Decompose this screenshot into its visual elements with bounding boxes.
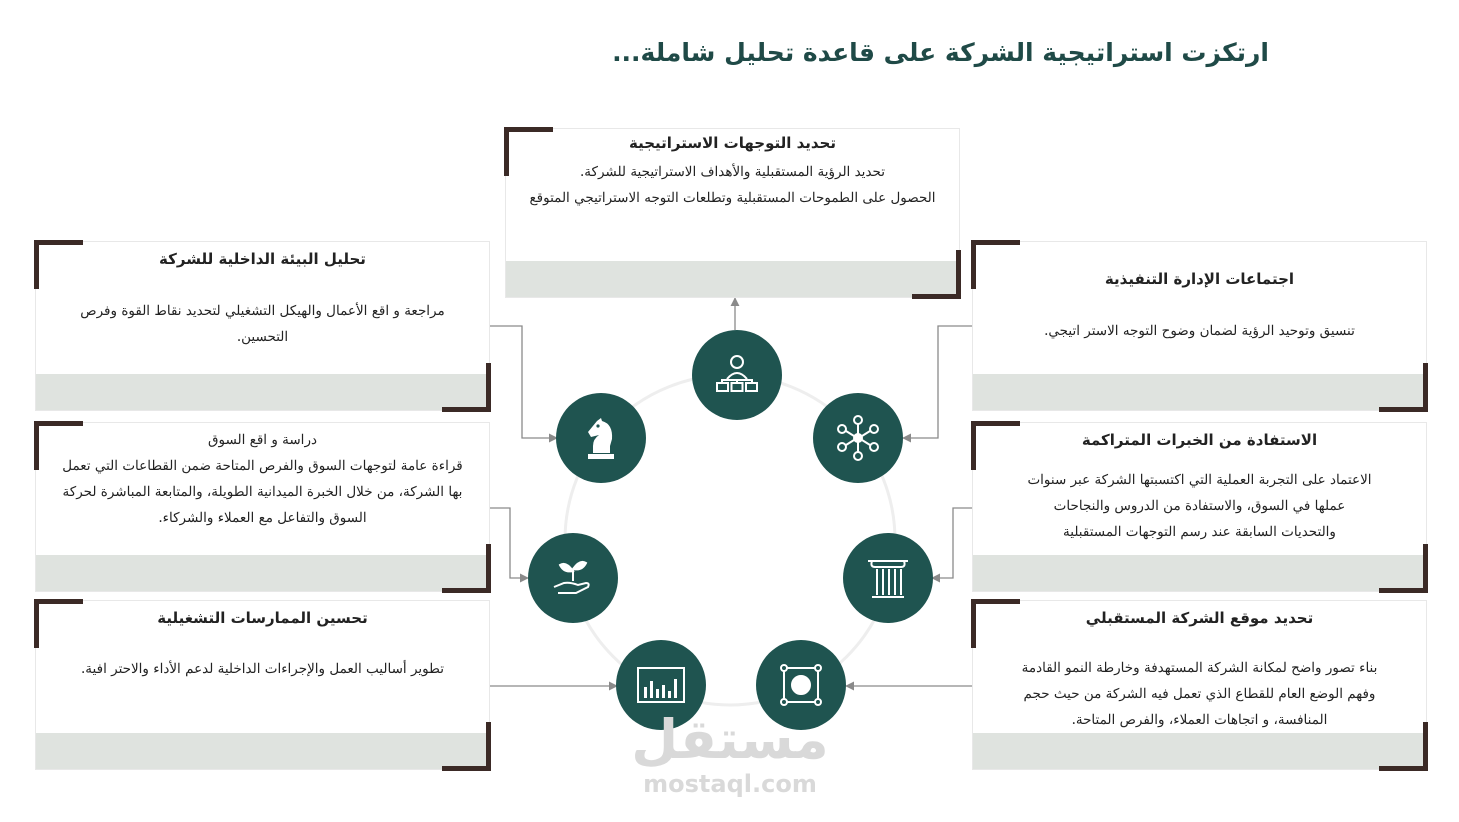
card-heading: دراسة و اقع السوق [208,432,317,448]
card-line: وفهم الوضع العام للقطاع الذي تعمل فيه الشركة من حيث حجم [1023,686,1376,702]
frame-corner-bottom-right [442,722,491,771]
card-line: تحديد الرؤية المستقبلية والأهداف الاستراتيجية للشركة. [580,164,885,180]
frame-corner-bottom-right [442,544,491,593]
card-body [40,427,485,531]
card-heading: تحديد التوجهات الاستراتيجية [628,134,836,152]
plant-in-hand-icon [528,533,618,623]
card-line: والتحديات السابقة عند رسم التوجهات المستقبلية [1063,524,1336,540]
network-nodes-icon [813,393,903,483]
card-accumulated-experience [972,422,1427,592]
card-band [506,261,959,297]
presenter-icon [692,330,782,420]
card-operational-practices [35,600,490,770]
card-band [973,555,1426,591]
line-left2 [490,508,528,578]
card-heading: اجتماعات الإدارة التنفيذية [1104,270,1295,288]
card-band [973,374,1426,410]
card-strategic-directions [505,128,960,298]
pillar-icon [843,533,933,623]
card-future-position [972,600,1427,770]
card-band [36,555,489,591]
card-line: المنافسة، و اتجاهات العملاء، والفرص المتاحة. [1071,712,1328,728]
card-band [973,733,1426,769]
card-body [983,318,1416,344]
watermark-latin: mostaql.com [643,770,817,798]
card-line: تطوير أساليب العمل والإجراءات الداخلية لدعم الأداء والاحتر افية. [81,661,444,677]
card-body [46,656,479,682]
chess-knight-icon [556,393,646,483]
card-line: بها الشركة، من خلال الخبرة الميدانية الطويلة، والمتابعة المباشرة لحركة [62,484,463,500]
card-body [983,467,1416,545]
frame-corner-bottom-right [1379,363,1428,412]
card-line: التحسين. [236,329,289,345]
card-band [36,733,489,769]
card-body [516,159,949,211]
card-line: الاعتماد على التجربة العملية التي اكتسبتها الشركة عبر سنوات [1027,472,1372,488]
line-right2 [932,508,972,578]
watermark-arabic: مستقل [631,708,829,771]
card-heading: الاستفادة من الخبرات المتراكمة [1081,431,1318,449]
card-heading: تحديد موقع الشركة المستقبلي [1085,609,1314,627]
card-line: مراجعة و اقع الأعمال والهيكل التشغيلي لتحديد نقاط القوة وفرص [80,303,445,319]
line-left1 [490,326,557,438]
card-market-study [35,422,490,592]
page-title: ارتكزت استراتيجية الشركة على قاعدة تحليل شاملة... [612,38,1269,67]
card-body [46,298,479,350]
card-band [36,374,489,410]
card-line: بناء تصور واضح لمكانة الشركة المستهدفة وخارطة النمو القادمة [1021,660,1378,676]
watermark [600,710,860,798]
line-right1 [903,326,972,438]
card-internal-environment [35,241,490,411]
card-line: السوق والتفاعل مع العملاء والشركاء. [158,510,367,526]
card-executive-meetings [972,241,1427,411]
card-body [983,655,1416,733]
frame-corner-bottom-right [442,363,491,412]
frame-corner-bottom-right [912,250,961,299]
card-heading: تحسين الممارسات التشغيلية [157,609,368,627]
frame-corner-bottom-right [1379,544,1428,593]
card-line: عملها في السوق، والاستفادة من الدروس والنجاحات [1053,498,1346,514]
card-heading: تحليل البيئة الداخلية للشركة [159,250,366,268]
card-line: تنسيق وتوحيد الرؤية لضمان وضوح التوجه الاستر اتيجي. [1044,323,1355,339]
card-line: الحصول على الطموحات المستقبلية وتطلعات التوجه الاستراتيجي المتوقع [529,190,936,206]
card-line: قراءة عامة لتوجهات السوق والفرص المتاحة ضمن القطاعات التي تعمل [62,458,463,474]
